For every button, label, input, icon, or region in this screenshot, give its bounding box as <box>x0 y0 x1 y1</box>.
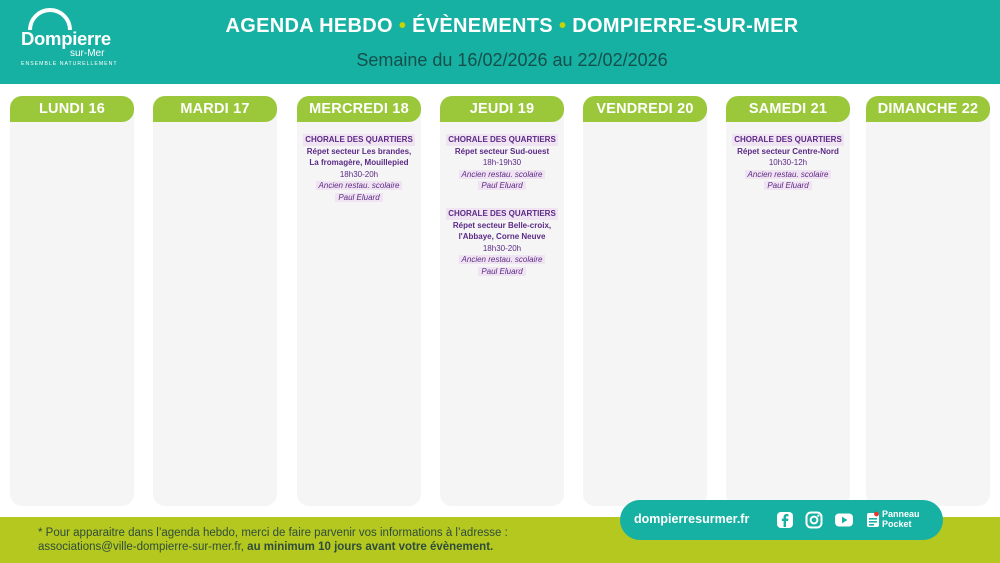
event-title: CHORALE DES QUARTIERS <box>305 135 413 144</box>
logo-sub: sur-Mer <box>70 48 105 59</box>
contact-email[interactable]: associations@ville-dompierre-sur-mer.fr, <box>38 541 244 553</box>
day-header: SAMEDI 21 <box>726 96 850 122</box>
event-detail: Répet secteur Centre-Nord <box>737 146 839 156</box>
day-header: VENDREDI 20 <box>583 96 707 122</box>
day-events <box>297 132 421 218</box>
day-column <box>10 96 134 506</box>
event-detail: l'Abbaye, Corne Neuve <box>458 232 546 242</box>
footer-note-line1: * Pour apparaitre dans l’agenda hebdo, merci de faire parvenir vos informations à l’adresse : <box>38 527 508 539</box>
day-header: JEUDI 19 <box>440 96 564 122</box>
title-part-evenements: ÉVÈNEMENTS <box>412 15 553 37</box>
panneau-pocket-icon[interactable] <box>866 511 880 529</box>
event-place: Paul Eluard <box>764 181 811 190</box>
week-range: Semaine du 16/02/2026 au 22/02/2026 <box>356 50 668 70</box>
event-place: Paul Eluard <box>478 181 525 190</box>
day-column <box>726 96 850 506</box>
facebook-icon[interactable] <box>776 511 794 529</box>
day-events <box>440 132 564 292</box>
instagram-icon[interactable] <box>805 511 823 529</box>
footer-note-line2 <box>38 540 508 554</box>
title-separator: • <box>558 15 567 37</box>
deadline-note: au minimum 10 jours avant votre évènement. <box>247 541 494 553</box>
event-detail: Répet secteur Belle-croix, <box>452 220 552 230</box>
event-place: Ancien restau. scolaire <box>459 170 546 179</box>
panneau-pocket-line2: Pocket <box>882 519 912 529</box>
event-place: Ancien restau. scolaire <box>745 170 832 179</box>
event-card[interactable] <box>440 206 564 278</box>
day-header: LUNDI 16 <box>10 96 134 122</box>
event-card[interactable] <box>440 132 564 192</box>
day-column <box>583 96 707 506</box>
title-separator: • <box>398 15 407 37</box>
contact-pill <box>620 500 943 540</box>
event-time: 18h30-20h <box>482 243 522 253</box>
panneau-pocket-label[interactable] <box>882 509 920 529</box>
title-part-agenda: AGENDA HEBDO <box>225 15 393 37</box>
event-card[interactable] <box>297 132 421 204</box>
day-column <box>866 96 990 506</box>
event-detail: La fromagère, Mouillepied <box>309 158 409 168</box>
logo-tagline: ENSEMBLE NATURELLEMENT <box>21 61 118 67</box>
youtube-icon[interactable] <box>834 511 854 529</box>
panneau-pocket-line1: Panneau <box>882 509 920 519</box>
event-card[interactable] <box>726 132 850 192</box>
event-detail: Répet secteur Les brandes, <box>306 146 412 156</box>
event-title: CHORALE DES QUARTIERS <box>448 208 556 218</box>
event-detail: Répet secteur Sud-ouest <box>454 146 550 156</box>
page-title <box>130 15 894 38</box>
day-header: MERCREDI 18 <box>297 96 421 122</box>
day-header: MARDI 17 <box>153 96 277 122</box>
event-title: CHORALE DES QUARTIERS <box>448 135 556 144</box>
event-title: CHORALE DES QUARTIERS <box>734 135 842 144</box>
day-column <box>297 96 421 506</box>
footer-note <box>38 526 508 554</box>
dompierre-logo[interactable] <box>16 6 126 72</box>
event-place: Ancien restau. scolaire <box>316 181 403 190</box>
event-time: 10h30-12h <box>768 158 808 168</box>
event-place: Paul Eluard <box>335 193 382 202</box>
day-events <box>726 132 850 206</box>
event-time: 18h-19h30 <box>482 158 522 168</box>
event-time: 18h30-20h <box>339 169 379 179</box>
event-place: Paul Eluard <box>478 267 525 276</box>
day-column <box>153 96 277 506</box>
day-column <box>440 96 564 506</box>
website-link[interactable]: dompierresurmer.fr <box>634 512 750 526</box>
title-part-town: DOMPIERRE-SUR-MER <box>572 15 799 37</box>
header-banner <box>0 0 1000 84</box>
day-header: DIMANCHE 22 <box>866 96 990 122</box>
logo-name: Dompierre <box>21 28 111 49</box>
event-place: Ancien restau. scolaire <box>459 255 546 264</box>
